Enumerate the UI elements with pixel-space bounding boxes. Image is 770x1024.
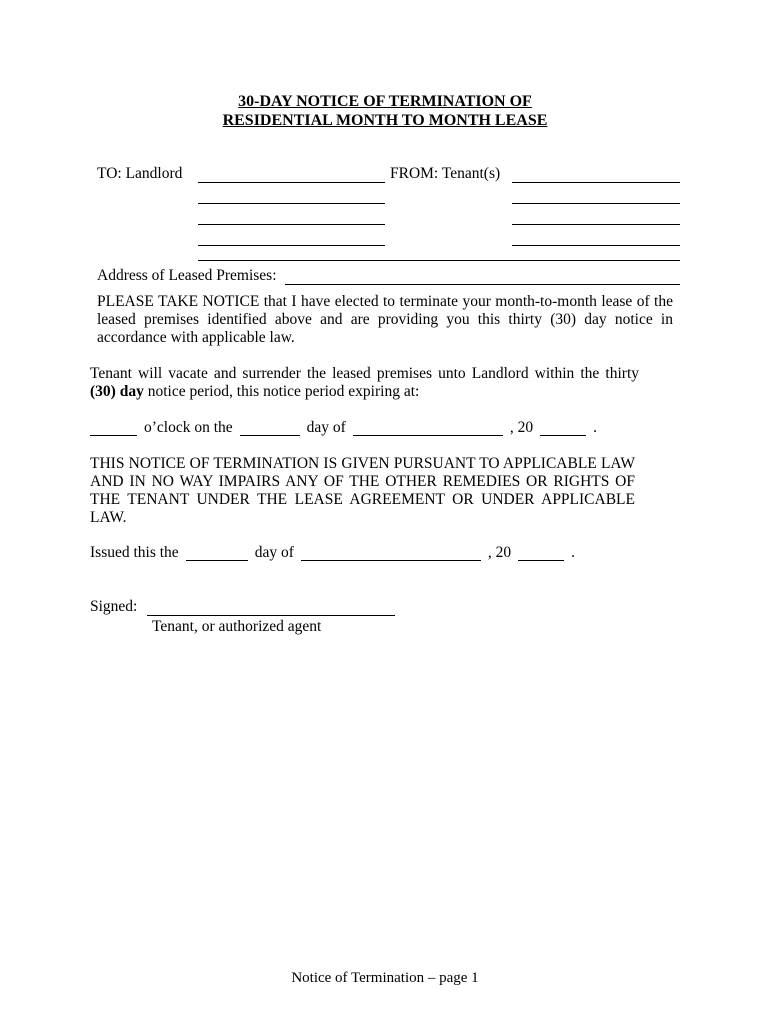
title-line-1: 30-DAY NOTICE OF TERMINATION OF [238,93,532,110]
landlord-name-line [198,220,385,225]
tenant-name-line [512,199,680,204]
page-footer: Notice of Termination – page 1 [291,970,479,986]
tenant-name-line [512,241,680,246]
address-line [285,280,681,285]
extra-blank-line [198,256,680,261]
parties-blank-row [97,225,680,246]
parties-block [97,160,680,285]
landlord-name-line [198,178,385,183]
end-period: . [593,419,597,436]
parties-blank-row [97,204,680,225]
signature-caption: Tenant, or authorized agent [152,618,322,635]
parties-full-line-row [97,246,680,261]
time-blank [90,435,137,436]
address-row [97,261,680,285]
landlord-name-line [198,241,385,246]
termination-paragraph: THIS NOTICE OF TERMINATION IS GIVEN PURSUANT TO APPLICABLE LAW AND IN NO WAY IMPAIRS ANY OF THE OTHER REMEDIES OR RIGHTS OF THE TENANT UNDER THE LEASE AGREEMENT OR UNDER APPLICABLE LAW. [90,455,635,526]
vacate-paragraph [90,365,639,401]
issued-end-period: . [571,544,575,561]
from-tenants-label: FROM: Tenant(s) [390,165,501,182]
signature-line [147,611,395,616]
day-blank [240,435,300,436]
issued-month-blank [301,560,481,561]
tenant-name-line [512,178,680,183]
title-line-2: RESIDENTIAL MONTH TO MONTH LEASE [222,112,548,129]
parties-header-row [97,160,680,183]
signed-label: Signed: [90,598,138,615]
signature-block [90,598,395,636]
document-title [0,92,770,130]
vacate-text-post: notice period, this notice period expiring at: [143,383,420,400]
tenant-name-line [512,220,680,225]
oclock-label: o’clock on the [144,419,233,436]
issued-day-of-label: day of [254,544,294,561]
parties-blank-row [97,183,680,204]
issued-year-prefix-label: , 20 [487,544,512,561]
issued-day-blank [186,560,248,561]
signature-row [90,598,395,616]
year-blank [540,435,586,436]
landlord-name-line [198,199,385,204]
issued-label: Issued this the [90,544,179,561]
to-landlord-label: TO: Landlord [97,165,183,182]
notice-paragraph: PLEASE TAKE NOTICE that I have elected to terminate your month-to-month lease of the leased premises identified above and are providing you this thirty (30) day notice in accordance with applicable law. [97,293,673,346]
issued-year-blank [518,560,564,561]
expiry-fill-line [90,419,597,437]
month-blank [353,435,503,436]
address-label: Address of Leased Premises: [97,267,277,284]
year-prefix-label: , 20 [509,419,534,436]
vacate-text-bold: (30) day [90,383,144,400]
issued-fill-line [90,544,575,562]
vacate-text-pre: Tenant will vacate and surrender the leased premises unto Landlord within the thirty [90,365,639,382]
day-of-label: day of [306,419,346,436]
